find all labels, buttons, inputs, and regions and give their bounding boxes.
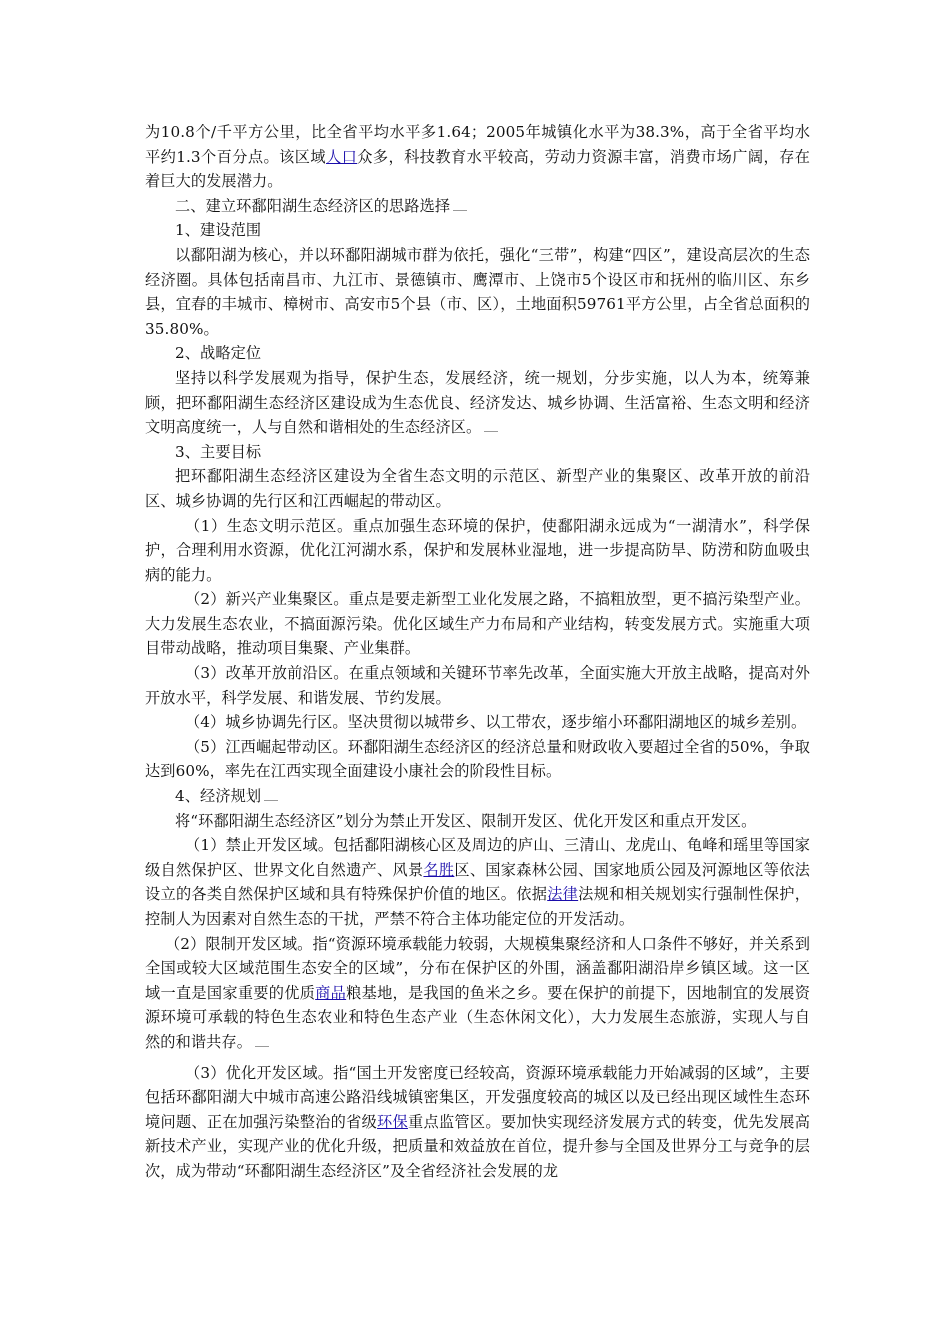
text: 区、国家森林公园、国家地质公园及河源地区等依法设立的各类自然保护区域和具有特殊保护价值的地区。依据 <box>145 860 810 904</box>
goal-item: （4）城乡协调先行区。坚决贯彻以城带乡、以工带农，逐步缩小环鄱阳湖地区的城乡差别。 <box>185 713 807 732</box>
paragraph-positioning <box>145 366 810 440</box>
zone-item <box>145 932 810 1055</box>
goal-item: （1）生态文明示范区。重点加强生态环境的保护，使鄱阳湖永远成为“一湖清水”，科学保护，合理利用水资源，优化江河湖水系，保护和发展林业湿地，进一步提高防旱、防涝和防血吸虫病的能力。 <box>145 516 810 584</box>
subheading-positioning: 2、战略定位 <box>175 344 262 363</box>
link-env[interactable]: 环保 <box>377 1112 408 1131</box>
edit-mark <box>453 209 467 211</box>
goal-item: （2）新兴产业集聚区。重点是要走新型工业化发展之路，不搞粗放型，更不搞污染型产业。大力发展生态农业，不搞面源污染。优化区域生产力布局和产业结构，转变发展方式。实施重大项目带动战略，推动项目集聚、产业集群。 <box>145 590 810 658</box>
text: （1）禁止开发区域。包括鄱阳湖核心区及周边的庐山、三清山、龙虎山、龟峰和瑶里等国家级自然保护区、世界文化自然遗产、风景 <box>145 836 810 879</box>
edit-mark <box>484 430 498 432</box>
text: 众多，科技教育水平较高，劳动力资源丰富，消费市场广阔，存在着巨大的发展潜力。 <box>145 147 811 191</box>
zone-item <box>145 1061 810 1184</box>
document-page <box>145 120 810 1184</box>
paragraph-planning: 将“环鄱阳湖生态经济区”划分为禁止开发区、限制开发区、优化开发区和重点开发区。 <box>175 811 757 830</box>
text: 为10.8个/千平方公里，比全省平均水平多1.64；2005年城镇化水平为38.3%，高于全省平均水平约1.3个百分点。该区域 <box>145 123 810 166</box>
paragraph-population <box>145 120 810 194</box>
text: （3）优化开发区域。指“国土开发密度已经较高，资源环境承载能力开始减弱的区域”，主要包括环鄱阳湖大中城市高速公路沿线城镇密集区，开发强度较高的城区以及已经出现区域性生态环境问题、正在加强污染整治的省级 <box>145 1063 810 1131</box>
goal-item: （3）改革开放前沿区。在重点领域和关键环节率先改革，全面实施大开放主战略，提高对外开放水平，科学发展、和谐发展、节约发展。 <box>145 664 810 707</box>
link-population[interactable]: 人口 <box>326 147 358 166</box>
text: 坚持以科学发展观为指导，保护生态，发展经济，统一规划，分步实施，以人为本，统筹兼顾，把环鄱阳湖生态经济区建设成为生态优良、经济发达、城乡协调、生活富裕、生态文明和经济文明高度统一，人与自然和谐相处的生态经济区。 <box>145 368 810 437</box>
subheading-scope: 1、建设范围 <box>175 221 262 240</box>
paragraph-scope: 以鄱阳湖为核心，并以环鄱阳湖城市群为依托，强化“三带”，构建“四区”，建设高层次的生态经济圈。具体包括南昌市、九江市、景德镇市、鹰潭市、上饶市5个设区市和抚州的临川区、东乡县，宜春的丰城市、樟树市、高安市5个县（市、区），土地面积59761平方公里，占全省总面积的35.80%。 <box>145 245 810 338</box>
section-heading <box>145 194 810 219</box>
subheading-goals: 3、主要目标 <box>175 442 262 461</box>
goal-item: （5）江西崛起带动区。环鄱阳湖生态经济区的经济总量和财政收入要超过全省的50%，争取达到60%，率先在江西实现全面建设小康社会的阶段性目标。 <box>145 737 810 781</box>
link-scenic[interactable]: 名胜 <box>423 860 455 879</box>
edit-mark <box>255 1045 269 1047</box>
link-law[interactable]: 法律 <box>547 885 579 904</box>
paragraph-goals: 把环鄱阳湖生态经济区建设为全省生态文明的示范区、新型产业的集聚区、改革开放的前沿区、城乡协调的先行区和江西崛起的带动区。 <box>145 467 810 510</box>
zone-item <box>145 833 810 931</box>
heading-text: 4、经济规划 <box>175 787 262 806</box>
text: 法规和相关规划实行强制性保护，控制人为因素对自然生态的干扰，严禁不符合主体功能定位的开发活动。 <box>145 885 811 928</box>
heading-text: 二、建立环鄱阳湖生态经济区的思路选择 <box>175 196 451 215</box>
edit-mark <box>264 799 278 801</box>
text: 重点监管区。要加快实现经济发展方式的转变，优先发展高新技术产业，实现产业的优化升级，把质量和效益放在首位，提升参与全国及世界分工与竞争的层次，成为带动“环鄱阳湖生态经济区”及全省经济社会发展的龙 <box>145 1112 811 1180</box>
text: （2）限制开发区域。指“资源环境承载能力较弱，大规模集聚经济和人口条件不够好，并关系到全国或较大区域范围生态安全的区域”，分布在保护区的外围，涵盖鄱阳湖沿岸乡镇区域。这一区域一直是国家重要的优质 <box>145 934 810 1002</box>
link-commodity[interactable]: 商品 <box>315 983 347 1002</box>
subheading-planning <box>145 784 810 809</box>
text: 粮基地，是我国的鱼米之乡。要在保护的前提下，因地制宜的发展资源环境可承载的特色生态农业和特色生态产业（生态休闲文化），大力发展生态旅游，实现人与自然的和谐共存。 <box>145 983 811 1051</box>
